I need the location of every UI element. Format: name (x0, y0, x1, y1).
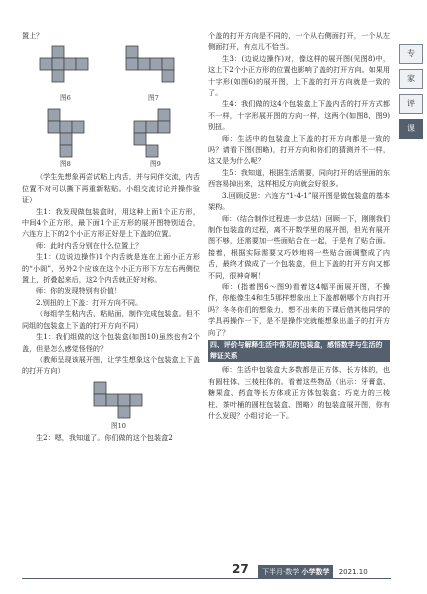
cube-net-figure-8 (44, 107, 92, 159)
tab-ke[interactable]: 课 (399, 119, 423, 139)
tab-zhuan[interactable]: 专 (399, 44, 423, 64)
figure-6-caption: 图6 (60, 94, 71, 103)
section-heading: 四、评价与解释生活中常见的包装盒，感悟数学与生活的辩证关系 (208, 340, 390, 362)
figure-8-caption: 图8 (60, 160, 71, 169)
footer (258, 565, 368, 577)
figure-9-caption: 图9 (150, 160, 161, 169)
paragraph: 师：生活中包装盒大多数都是正方体、长方体的，也有圆柱体、三棱柱体的。看着这些物品（出示：牙膏盒、糖果盒、药盒等长方体或正方体包装盒；巧克力的三棱柱、茶叶桶的圆柱包装盒、图略）的包装盒展开图，你有什么发现？小组讨论一下。 (208, 365, 390, 420)
figure-row-8-9 (22, 107, 200, 169)
right-column (208, 30, 390, 421)
magazine-label: 下半月·数学 (262, 568, 300, 576)
paragraph: 生3：(边说边操作)对，像这样的展开图(见图8)中，这上下2个小正方形的位置也影响了盖的打开方向。如果用十字形(如图6)的展开图，上下盖的打开方向就是一致的了。 (208, 53, 390, 98)
paragraph: （教师呈现该展开图，让学生想象这个包装盒上下盖的打开方向） (22, 354, 200, 376)
figure-row-6-7 (22, 44, 200, 104)
page-number: 27 (232, 562, 249, 576)
tab-ping[interactable]: 评 (399, 94, 423, 114)
paragraph: 生1：我们组做的这个包装盒(如图10)虽然也有2个盖，但是怎么感觉怪怪的？ (22, 332, 200, 353)
cube-net-figure-7 (122, 44, 188, 94)
tab-jia[interactable]: 家 (399, 69, 423, 89)
figure-10-caption: 图10 (111, 421, 126, 430)
cube-net-figure-10 (90, 380, 146, 420)
issue-date: 2021.10 (338, 568, 368, 576)
paragraph: 师：你的发现特别有价值！ (36, 286, 122, 296)
paragraph: 师：(指着图6～图9)看着这4幅平面展开图，不操作，你能像生4和生5那样想象出上下盖都朝哪个方向打开吗？冬冬你们的想象力，想不出来的下课后借其他同学的学具再操作一下，是不是操作完就能想象出盖子的打开方向了？ (208, 281, 390, 337)
figure-row-10 (22, 380, 200, 430)
paragraph: 师：生活中的包装盒上下盖的打开方向都是一致的吗？请看下图(图略)，打开方向和你们的猜测并不一样，这又是为什么呢？ (208, 133, 390, 166)
cube-net-figure-6 (36, 44, 96, 94)
paragraph: 个盖的打开方向是不同的，一个从右侧面打开，一个从左侧面打开，有点儿不恰当。 (208, 31, 390, 52)
paragraph: 生1：(边说边操作)1个内舌就是连在上面小正方形的“小阁”，另外2个应该在这个小正方形下方左右两侧位置上，折叠起来后，这2个内舌就正好对称。 (22, 252, 200, 285)
paragraph: 师：此时内舌分别在什么位置上？ (36, 240, 143, 250)
paragraph: 师：（结合制作过程进一步总结）回顾一下，刚刚我们制作包装盒的过程，离不开数学里的展开图，但光有展开图不够，还需要加一些面贴合在一起，于是有了贴合面。接着，根据实际需要又巧妙地将一些贴合面调整成了内舌，最终才做成了一个包装盒，但上下盖的打开方向又都不同，很神奇啊！ (208, 213, 390, 280)
paragraph: 3.回顾反思：六连方“1-4-1”展开图是做包装盒的基本架构。 (208, 190, 390, 212)
magazine-name (258, 565, 333, 579)
paragraph: 生1：我发现做包装盒时，用这种上面1个正方形，中间4个正方形，最下面1个正方形的展开图特别适合，六连方上下的2个小正方形正好是上下盖的位置。 (22, 206, 200, 239)
cube-net-figure-9 (130, 107, 186, 159)
left-column (22, 30, 200, 443)
paragraph: 生5：我知道，根据生活需要，同向打开的话里面的东西容易掉出来，这样相反方向就会好很多。 (208, 167, 390, 189)
magazine-logo: 小学数学 (301, 568, 330, 576)
figure-7-caption: 图7 (148, 94, 159, 103)
paragraph: 生4：我们做的这4个包装盒上下盖内舌的打开方式都不一样，十字形展开图的方向一样，这两个(如图8、图9)别扭。 (208, 99, 390, 132)
footer-rule (22, 578, 391, 579)
paragraph: 生2：嗯，我知道了。你们做的这个包装盒2 (36, 432, 173, 442)
sidebar-tabs (399, 44, 421, 144)
paragraph: 置上？ (22, 31, 44, 40)
paragraph: （每组学生粘内舌、粘贴面，制作完成包装盒。但不同组的包装盒上下盖的打开方向不同） (22, 309, 200, 330)
subheading: 2.别扭的上下盖：打开方向不同。 (36, 297, 143, 307)
paragraph: （学生先想象再尝试粘上内舌，并与同伴交流，内舌位置不对可以撕下再重新粘贴。小组交流讨论并操作验证） (22, 172, 200, 205)
